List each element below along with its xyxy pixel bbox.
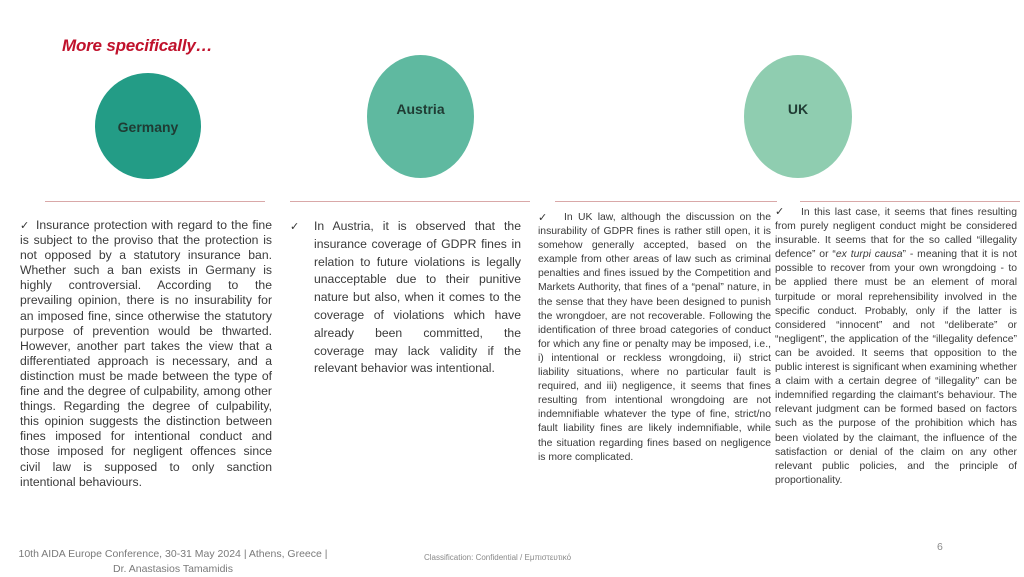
uk-circle <box>744 55 852 178</box>
checkmark-icon: ✓ <box>775 206 785 218</box>
uk-label: UK <box>787 100 809 117</box>
page-number: 6 <box>937 541 943 553</box>
divider-austria <box>290 201 530 202</box>
austria-label: Austria <box>396 100 445 117</box>
germany-text-block <box>20 218 272 490</box>
austria-circle <box>367 55 474 178</box>
uk-text-1: In UK law, although the discussion on the insurability of GDPR fines is rather still open, it is somehow generally accepted, based on the example from other areas of law such as criminal penalties and fines issued by the Competition and Markets Authority, that fines of a “penal” nature, in the sense that they have been designed to punish the wrongdoer, are not recoverable. Following the identification of three broad categories of conduct for which any fine or penalty may be imposed, i.e., i) intentional or reckless wrongdoing, ii) strict liability situations, where no particular fault is required, and iii) negligence, it seems that fines resulting from intentional wrongdoing are not indemnifiable whatever the type of fine, strict/no fault liability fines are likely indemnifiable, while the situation regarding fines based on negligence is more complicated. <box>538 212 771 463</box>
germany-label: Germany <box>117 119 179 135</box>
latin-phrase: ex turpi causa <box>835 249 903 261</box>
uk-text-2-part-1: In this last case, it seems that fines resulting from purely negligent conduct might be considered insurable. It seems that for the so called “illegality defence” or “ <box>775 207 1017 261</box>
uk-text-block-2 <box>775 206 1017 488</box>
checkmark-icon: ✓ <box>538 212 548 224</box>
footer-classification: Classification: Confidential / Εμπιστευτικό <box>424 553 572 562</box>
divider-uk-1 <box>555 201 777 202</box>
checkmark-icon: ✓ <box>20 220 30 232</box>
uk-text-2-part-2: ” - meaning that it is not possible to recover from your own wrongdoing - to be applied there must be an element of moral turpitude or moral reprehensibility involved in the specific conduct. Probably, only if the latter is considered “innocent” and not “deliberate” or “negligent”, the application of the “illegality defence” can be avoided. It seems that opposition to the public interest is significant when examining whether a claim with a certain degree of “illegality” can be indemnified regarding the claimant’s behaviour. The relevant judgment can be formed based on factors such as the purpose of the prohibition which has been violated by the claimant, the influence of the satisfaction or denial of the claim on any other relevant public policies, and the principle of proportionality. <box>775 249 1017 486</box>
footer-conference: 10th AIDA Europe Conference, 30-31 May 2024 | Athens, Greece | Dr. Anastasios Tamamidis <box>18 548 328 575</box>
checkmark-icon: ✓ <box>290 221 300 233</box>
austria-text: In Austria, it is observed that the insurance coverage of GDPR fines in relation to future violations is legally unacceptable due to their punitive nature but also, when it comes to the coverage of violations which have already been committed, the coverage may lack validity if the relevant behavior was intentional. <box>314 219 521 376</box>
divider-germany <box>45 201 265 202</box>
uk-text-2 <box>775 206 1017 488</box>
austria-text-block <box>290 218 521 378</box>
germany-text: Insurance protection with regard to the fine is subject to the proviso that the protection is not opposed by a statutory insurance ban. Whether such a ban exists in Germany is highly controversial. According to the prevailing opinion, there is no insurability for an imposed fine, since otherwise the statutory purpose of prevention would be thwarted. However, another part takes the view that a differentiated approach is necessary, and a distinction must be made between the type of fine and the degree of culpability, among other things. Regarding the degree of culpability, this opinion suggests the distinction between fines imposed for intentional conduct and those imposed for negligent offences since civil law is supposed to only sanction intentional behaviours. <box>20 218 272 489</box>
germany-circle <box>95 73 201 179</box>
slide-title: More specifically… <box>62 36 213 55</box>
uk-text-block-1 <box>538 211 771 465</box>
divider-uk-2 <box>800 201 1020 202</box>
